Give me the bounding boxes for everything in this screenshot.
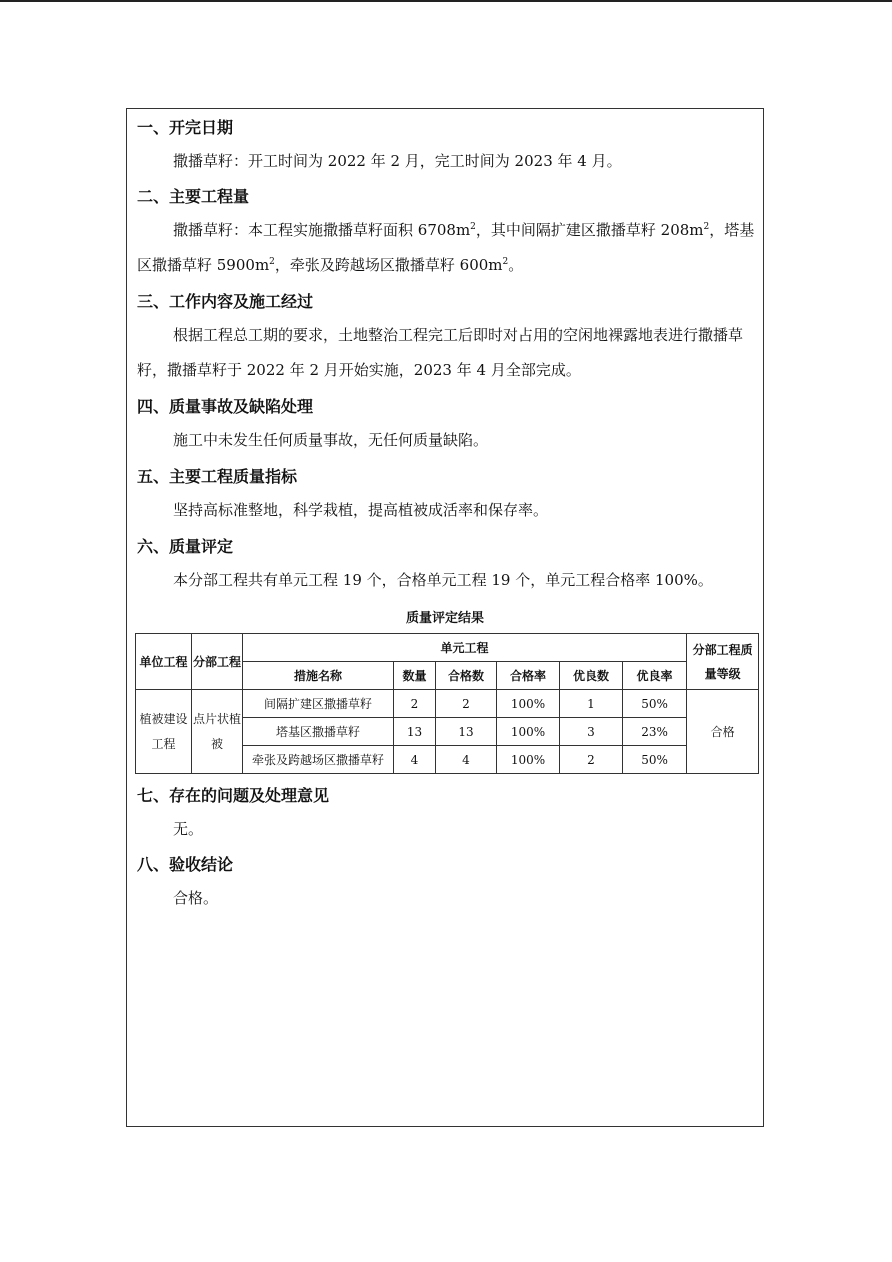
header-excellent-rate: 优良率	[623, 662, 687, 690]
cell-qualified-rate: 100%	[497, 718, 560, 746]
section-text-quantities: 撒播草籽：本工程实施撒播草籽面积 $6708m^2$，其中间隔扩建区撒播草籽 $208m^2$，塔基区撒播草籽 $5900m^2$，牵张及跨越场区撒播草籽 $600m^2$。	[137, 221, 755, 274]
section-text-quality-assessment: 本分部工程共有单元工程 19 个，合格单元工程 19 个，单元工程合格率 100%。	[173, 571, 713, 589]
cell-excellent: 2	[560, 746, 623, 774]
header-qualified: 合格数	[436, 662, 497, 690]
section-text-work-content: 根据工程总工期的要求，土地整治工程完工后即时对占用的空闲地裸露地表进行撒播草籽，撒播草籽于 2022 年 2 月开始实施，2023 年 4 月全部完成。	[137, 326, 744, 379]
page-top-border	[0, 0, 892, 2]
cell-unit-project: 植被建设工程	[136, 690, 192, 774]
header-excellent: 优良数	[560, 662, 623, 690]
header-unit-project: 单位工程	[136, 634, 192, 690]
cell-excellent: 1	[560, 690, 623, 718]
header-measure-name: 措施名称	[243, 662, 394, 690]
section-heading-dates: 一、开完日期	[137, 118, 234, 137]
section-heading-problems: 七、存在的问题及处理意见	[137, 786, 330, 805]
cell-excellent: 3	[560, 718, 623, 746]
section-heading-quality-assessment: 六、质量评定	[137, 537, 234, 556]
cell-excellent-rate: 50%	[623, 746, 687, 774]
header-qualified-rate: 合格率	[497, 662, 560, 690]
section-heading-quantities: 二、主要工程量	[137, 187, 250, 206]
quality-assessment-table	[135, 633, 759, 774]
cell-quality-grade: 合格	[687, 690, 759, 774]
header-quality-grade: 分部工程质量等级	[687, 634, 759, 690]
header-count: 数量	[394, 662, 436, 690]
section-heading-conclusion: 八、验收结论	[137, 855, 234, 874]
cell-measure-name: 塔基区撒播草籽	[243, 718, 394, 746]
table-caption: 质量评定结果	[405, 611, 484, 626]
section-heading-quality-accidents: 四、质量事故及缺陷处理	[137, 397, 314, 416]
cell-qualified: 13	[436, 718, 497, 746]
section-text-problems: 无。	[173, 820, 204, 838]
section-heading-quality-indicators: 五、主要工程质量指标	[137, 467, 298, 486]
report-frame	[126, 108, 764, 1127]
section-text-quality-accidents: 施工中未发生任何质量事故，无任何质量缺陷。	[173, 431, 489, 449]
cell-sub-project: 点片状植被	[192, 690, 243, 774]
table-row	[136, 690, 759, 718]
cell-count: 4	[394, 746, 436, 774]
cell-qualified-rate: 100%	[497, 690, 560, 718]
cell-count: 2	[394, 690, 436, 718]
header-sub-project: 分部工程	[192, 634, 243, 690]
cell-measure-name: 间隔扩建区撒播草籽	[243, 690, 394, 718]
section-text-conclusion: 合格。	[173, 889, 219, 907]
header-element-project: 单元工程	[243, 634, 687, 662]
cell-qualified-rate: 100%	[497, 746, 560, 774]
cell-excellent-rate: 50%	[623, 690, 687, 718]
section-text-quality-indicators: 坚持高标准整地，科学栽植，提高植被成活率和保存率。	[173, 501, 549, 519]
cell-excellent-rate: 23%	[623, 718, 687, 746]
section-heading-work-content: 三、工作内容及施工经过	[137, 292, 314, 311]
cell-qualified: 2	[436, 690, 497, 718]
cell-qualified: 4	[436, 746, 497, 774]
cell-count: 13	[394, 718, 436, 746]
cell-measure-name: 牵张及跨越场区撒播草籽	[243, 746, 394, 774]
section-text-dates: 撒播草籽：开工时间为 2022 年 2 月，完工时间为 2023 年 4 月。	[173, 152, 622, 170]
